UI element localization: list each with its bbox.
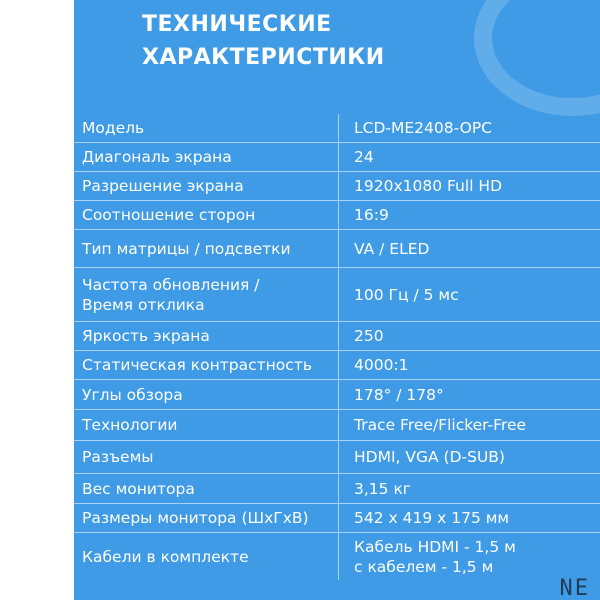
spec-value: 250 — [354, 327, 384, 345]
spec-label: Технологии — [82, 416, 178, 434]
spec-row — [74, 268, 600, 322]
spec-value: 100 Гц / 5 мс — [354, 285, 459, 304]
spec-label: Размеры монитора (ШхГхВ) — [82, 509, 309, 527]
spec-label: Статическая контрастность — [82, 356, 312, 374]
spec-row — [74, 441, 600, 474]
title-line-1: ТЕХНИЧЕСКИЕ — [142, 12, 332, 37]
spec-row — [74, 230, 600, 268]
spec-row — [74, 143, 600, 172]
spec-value: 178° / 178° — [354, 385, 444, 404]
spec-label: Яркость экрана — [82, 327, 210, 345]
column-divider — [338, 143, 339, 171]
column-divider — [338, 322, 339, 350]
spec-panel — [74, 0, 600, 600]
spec-value: 24 — [354, 148, 374, 166]
column-divider — [338, 441, 339, 473]
column-divider — [338, 201, 339, 229]
spec-value: HDMI, VGA (D-SUB) — [354, 448, 505, 466]
title-line-2: ХАРАКТЕРИСТИКИ — [142, 45, 385, 70]
spec-label: Тип матрицы / подсветки — [82, 239, 291, 258]
column-divider — [338, 114, 339, 142]
column-divider — [338, 533, 339, 580]
spec-label: Кабели в комплекте — [82, 547, 249, 566]
spec-label: Соотношение сторон — [82, 206, 256, 224]
spec-label: Углы обзора — [82, 385, 183, 404]
spec-label: Разрешение экрана — [82, 177, 244, 195]
page-title — [142, 8, 385, 74]
spec-label: Диагональ экрана — [82, 148, 232, 166]
spec-label — [82, 275, 260, 315]
spec-row — [74, 410, 600, 441]
spec-row — [74, 351, 600, 380]
spec-value: LCD-ME2408-OPC — [354, 119, 492, 137]
spec-label: Разъемы — [82, 448, 154, 466]
spec-row — [74, 474, 600, 504]
spec-label: Вес монитора — [82, 479, 195, 498]
spec-value: 4000:1 — [354, 356, 409, 374]
column-divider — [338, 351, 339, 379]
brand-logo: NE — [559, 576, 590, 600]
spec-value: 1920x1080 Full HD — [354, 177, 503, 195]
spec-row — [74, 114, 600, 143]
decorative-arc — [474, 0, 600, 116]
column-divider — [338, 410, 339, 440]
column-divider — [338, 268, 339, 321]
spec-row — [74, 504, 600, 533]
spec-row — [74, 380, 600, 410]
column-divider — [338, 504, 339, 532]
spec-value-line-2: с кабелем - 1,5 м — [354, 557, 494, 576]
spec-value: 3,15 кг — [354, 479, 411, 498]
spec-value: VA / ELED — [354, 239, 430, 258]
spec-row — [74, 322, 600, 351]
spec-table — [74, 114, 600, 580]
spec-value: 16:9 — [354, 206, 389, 224]
column-divider — [338, 230, 339, 267]
column-divider — [338, 380, 339, 409]
spec-value — [354, 537, 516, 577]
spec-label: Модель — [82, 119, 145, 137]
spec-label-line-1: Частота обновления / — [82, 275, 260, 294]
spec-row — [74, 533, 600, 580]
column-divider — [338, 474, 339, 503]
spec-value-line-1: Кабель HDMI - 1,5 м — [354, 537, 516, 556]
column-divider — [338, 172, 339, 200]
spec-label-line-2: Время отклика — [82, 295, 205, 314]
spec-value: Trace Free/Flicker-Free — [354, 416, 527, 434]
spec-row — [74, 201, 600, 230]
spec-row — [74, 172, 600, 201]
spec-value: 542 x 419 x 175 мм — [354, 509, 510, 527]
